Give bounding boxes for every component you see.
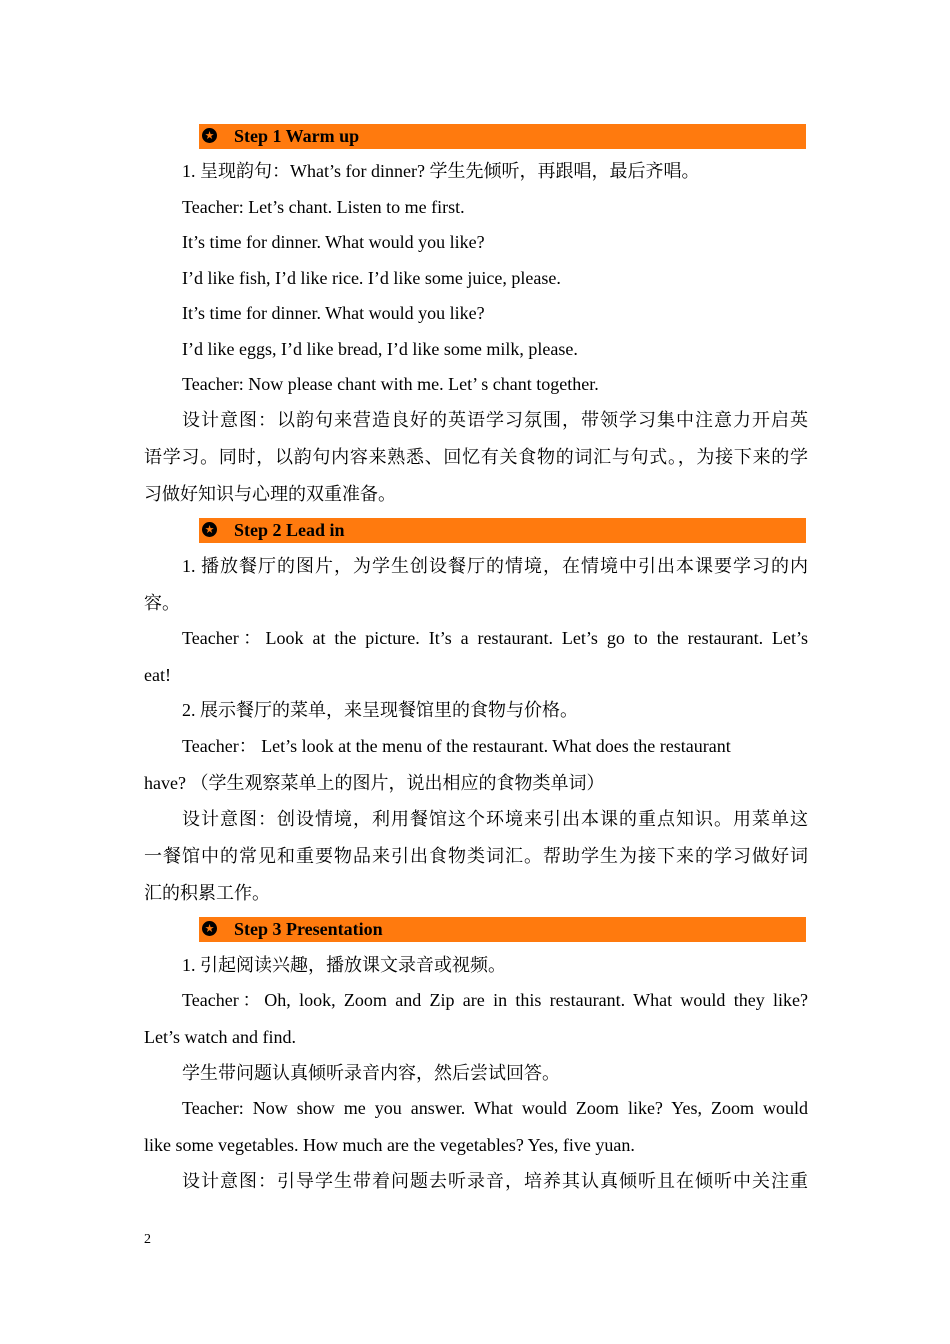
paragraph-line: 1. 引起阅读兴趣，播放课文录音或视频。 — [182, 955, 506, 975]
paragraph-line: 容。 — [144, 593, 180, 613]
paragraph-line: 习做好知识与心理的双重准备。 — [144, 484, 396, 504]
paragraph-line: It’s time for dinner. What would you like? — [182, 303, 485, 323]
paragraph-line: Teacher: Now please chant with me. Let’ s chant together. — [182, 374, 599, 394]
paragraph-line: 设计意图：创设情境，利用餐馆这个环境来引出本课的重点知识。用菜单这 — [182, 809, 808, 829]
paragraph-line: It’s time for dinner. What would you like? — [182, 232, 485, 252]
paragraph-line: 1. 呈现韵句：What’s for dinner? 学生先倾听，再跟唱，最后齐唱。 — [182, 161, 700, 181]
paragraph-line: 2. 展示餐厅的菜单，来呈现餐馆里的食物与价格。 — [182, 700, 578, 720]
paragraph-line: 设计意图：引导学生带着问题去听录音，培养其认真倾听且在倾听中关注重 — [182, 1171, 808, 1191]
step-2-heading: Step 2 Lead in — [234, 520, 345, 540]
page-number: 2 — [144, 1232, 151, 1247]
star-circle-icon — [202, 522, 217, 537]
paragraph-line: Let’s watch and find. — [144, 1027, 296, 1047]
star-circle-icon — [202, 128, 217, 143]
step-3-heading-bar — [199, 917, 806, 942]
paragraph-line: I’d like fish, I’d like rice. I’d like some juice, please. — [182, 268, 561, 288]
paragraph-line: I’d like eggs, I’d like bread, I’d like some milk, please. — [182, 339, 578, 359]
step-3-heading: Step 3 Presentation — [234, 919, 383, 939]
paragraph-line: 设计意图：以韵句来营造良好的英语学习氛围，带领学习集中注意力开启英 — [182, 410, 808, 430]
paragraph-line: Teacher： Let’s look at the menu of the restaurant. What does the restaurant — [182, 736, 731, 756]
paragraph-line: 语学习。同时，以韵句内容来熟悉、回忆有关食物的词汇与句式。，为接下来的学 — [144, 447, 808, 467]
paragraph-line: 汇的积累工作。 — [144, 883, 270, 903]
step-1-heading: Step 1 Warm up — [234, 126, 360, 146]
paragraph-line: 一餐馆中的常见和重要物品来引出食物类词汇。帮助学生为接下来的学习做好词 — [144, 846, 808, 866]
paragraph-line: 学生带问题认真倾听录音内容，然后尝试回答。 — [182, 1063, 560, 1083]
paragraph-line: Teacher: Now show me you answer. What would Zoom like? Yes, Zoom would — [182, 1098, 808, 1118]
paragraph-line: like some vegetables. How much are the vegetables? Yes, five yuan. — [144, 1135, 635, 1155]
step-2-heading-bar — [199, 518, 806, 543]
paragraph-line: Teacher：Look at the picture. It’s a restaurant. Let’s go to the restaurant. Let’s — [182, 628, 808, 648]
paragraph-line: Teacher: Let’s chant. Listen to me first. — [182, 197, 465, 217]
star-circle-icon — [202, 921, 217, 936]
paragraph-line: 1. 播放餐厅的图片，为学生创设餐厅的情境，在情境中引出本课要学习的内 — [182, 556, 808, 576]
paragraph-line: have? （学生观察菜单上的图片，说出相应的食物类单词） — [144, 773, 605, 793]
paragraph-line: Teacher：Oh, look, Zoom and Zip are in this restaurant. What would they like? — [182, 990, 808, 1010]
step-1-heading-bar — [199, 124, 806, 149]
paragraph-line: eat! — [144, 665, 171, 685]
